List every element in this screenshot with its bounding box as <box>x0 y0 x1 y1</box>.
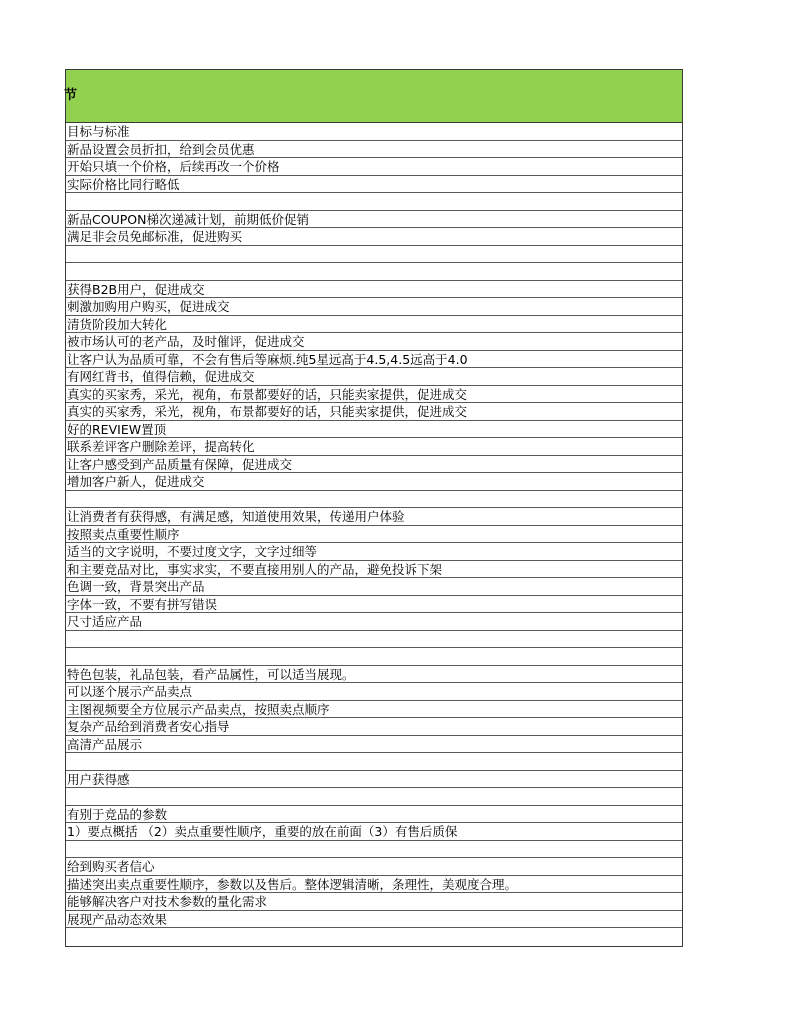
table-row[interactable]: 新品COUPON梯次递减计划，前期低价促销 <box>66 211 682 229</box>
table-row[interactable] <box>66 246 682 264</box>
table-header-row <box>66 70 682 123</box>
table-row[interactable]: 主图视频要全方位展示产品卖点，按照卖点顺序 <box>66 701 682 719</box>
table-row[interactable] <box>66 193 682 211</box>
table-row[interactable]: 目标与标准 <box>66 123 682 141</box>
table-row[interactable]: 高清产品展示 <box>66 736 682 754</box>
table-row[interactable]: 字体一致，不要有拼写错误 <box>66 596 682 614</box>
table-row[interactable]: 给到购买者信心 <box>66 858 682 876</box>
table-body <box>66 123 682 946</box>
table-row[interactable]: 刺激加购用户购买，促进成交 <box>66 298 682 316</box>
table-row[interactable]: 尺寸适应产品 <box>66 613 682 631</box>
table-row[interactable]: 让消费者有获得感，有满足感，知道使用效果，传递用户体验 <box>66 508 682 526</box>
table-row[interactable]: 获得B2B用户，促进成交 <box>66 281 682 299</box>
table-row[interactable]: 可以逐个展示产品卖点 <box>66 683 682 701</box>
table-row[interactable]: 描述突出卖点重要性顺序，参数以及售后。整体逻辑清晰，条理性，美观度合理。 <box>66 876 682 894</box>
table-row[interactable]: 清货阶段加大转化 <box>66 316 682 334</box>
table-row[interactable]: 实际价格比同行略低 <box>66 176 682 194</box>
table-row[interactable]: 被市场认可的老产品，及时催评，促进成交 <box>66 333 682 351</box>
table-row[interactable]: 联系差评客户删除差评，提高转化 <box>66 438 682 456</box>
table-row[interactable]: 能够解决客户对技术参数的量化需求 <box>66 893 682 911</box>
table-row[interactable] <box>66 841 682 859</box>
table-row[interactable]: 让客户认为品质可靠，不会有售后等麻烦.纯5星远高于4.5,4.5远高于4.0 <box>66 351 682 369</box>
table-row[interactable]: 开始只填一个价格，后续再改一个价格 <box>66 158 682 176</box>
table-row[interactable]: 用户获得感 <box>66 771 682 789</box>
table-row[interactable] <box>66 648 682 666</box>
table-row[interactable]: 真实的买家秀，采光，视角，布景都要好的话，只能卖家提供，促进成交 <box>66 403 682 421</box>
table-row[interactable]: 1）要点概括 （2）卖点重要性顺序，重要的放在前面（3）有售后质保 <box>66 823 682 841</box>
table-row[interactable]: 满足非会员免邮标准，促进购买 <box>66 228 682 246</box>
table-row[interactable]: 新品设置会员折扣，给到会员优惠 <box>66 141 682 159</box>
table-row[interactable]: 适当的文字说明，不要过度文字，文字过细等 <box>66 543 682 561</box>
table-row[interactable] <box>66 491 682 509</box>
table-row[interactable] <box>66 631 682 649</box>
table-row[interactable]: 色调一致，背景突出产品 <box>66 578 682 596</box>
table-row[interactable] <box>66 753 682 771</box>
table-row[interactable]: 展现产品动态效果 <box>66 911 682 929</box>
table-row[interactable]: 按照卖点重要性顺序 <box>66 526 682 544</box>
table-row[interactable]: 增加客户新人，促进成交 <box>66 473 682 491</box>
table-row[interactable] <box>66 928 682 946</box>
table-row[interactable]: 真实的买家秀，采光，视角，布景都要好的话，只能卖家提供，促进成交 <box>66 386 682 404</box>
table-row[interactable]: 特色包装，礼品包装，看产品属性，可以适当展现。 <box>66 666 682 684</box>
table-row[interactable]: 复杂产品给到消费者安心指导 <box>66 718 682 736</box>
header-title: 节 <box>64 88 78 103</box>
table-row[interactable] <box>66 263 682 281</box>
table-row[interactable]: 有别于竞品的参数 <box>66 806 682 824</box>
table-row[interactable]: 好的REVIEW置顶 <box>66 421 682 439</box>
spreadsheet-table <box>65 69 683 947</box>
table-row[interactable] <box>66 788 682 806</box>
table-row[interactable]: 和主要竞品对比，事实求实，不要直接用别人的产品，避免投诉下架 <box>66 561 682 579</box>
table-row[interactable]: 有网红背书，值得信赖，促进成交 <box>66 368 682 386</box>
table-row[interactable]: 让客户感受到产品质量有保障，促进成交 <box>66 456 682 474</box>
